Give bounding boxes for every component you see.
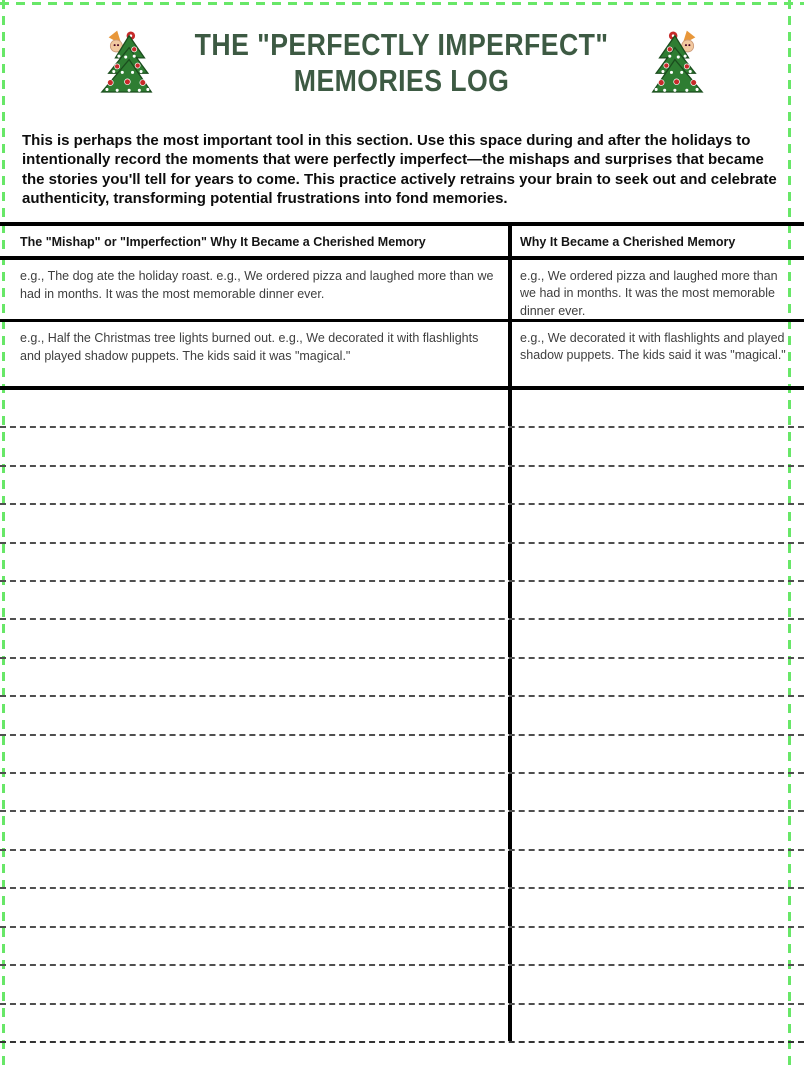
empty-cell-mishap: [0, 697, 512, 733]
empty-cell-memory: [512, 736, 804, 772]
empty-row: [0, 505, 804, 543]
empty-cell-mishap: [0, 390, 512, 426]
empty-row: [0, 582, 804, 620]
memories-log-table: [0, 222, 804, 1043]
empty-row: [0, 428, 804, 466]
page-title: [159, 27, 644, 99]
empty-rows: [0, 390, 804, 1043]
empty-cell-mishap: [0, 736, 512, 772]
empty-cell-mishap: [0, 889, 512, 925]
empty-row: [0, 390, 804, 428]
empty-cell-mishap: [0, 428, 512, 464]
empty-row: [0, 1005, 804, 1043]
header-label-memory: Why It Became a Cherished Memory: [520, 235, 736, 249]
empty-cell-memory: [512, 928, 804, 964]
empty-row: [0, 467, 804, 505]
empty-cell-mishap: [0, 582, 512, 618]
christmas-tree-elf-icon: [95, 26, 153, 100]
empty-cell-mishap: [0, 774, 512, 810]
example-cell-memory: e.g., We ordered pizza and laughed more than we had in months. It was the most memorable dinner ever.: [520, 269, 778, 318]
empty-cell-memory: [512, 544, 804, 580]
empty-row: [0, 928, 804, 966]
empty-cell-mishap: [0, 851, 512, 887]
empty-cell-memory: [512, 812, 804, 848]
example-cell-memory: e.g., We decorated it with flashlights and played shadow puppets. The kids said it was "magical.": [520, 331, 786, 363]
example-row-1: [0, 260, 804, 322]
empty-row: [0, 851, 804, 889]
empty-cell-memory: [512, 582, 804, 618]
empty-cell-memory: [512, 659, 804, 695]
empty-row: [0, 697, 804, 735]
empty-cell-mishap: [0, 928, 512, 964]
example-row-2: [0, 322, 804, 390]
empty-cell-memory: [512, 428, 804, 464]
empty-row: [0, 774, 804, 812]
empty-cell-memory: [512, 851, 804, 887]
empty-row: [0, 889, 804, 927]
empty-row: [0, 544, 804, 582]
empty-cell-mishap: [0, 544, 512, 580]
empty-row: [0, 966, 804, 1004]
empty-cell-memory: [512, 620, 804, 656]
empty-cell-mishap: [0, 812, 512, 848]
empty-cell-memory: [512, 390, 804, 426]
example-cell-mishap: e.g., The dog ate the holiday roast. e.g., We ordered pizza and laughed more than we had in months. It was the most memorable dinner ever.: [0, 260, 512, 319]
empty-cell-mishap: [0, 467, 512, 503]
empty-cell-mishap: [0, 966, 512, 1002]
header-cell-mishap: [0, 226, 512, 256]
header-label-mishap: The "Mishap" or "Imperfection" Why It Became a Cherished Memory: [20, 235, 426, 249]
page-title-line2: MEMORIES LOG: [294, 63, 510, 98]
empty-row: [0, 812, 804, 850]
example-cell-mishap: e.g., Half the Christmas tree lights burned out. e.g., We decorated it with flashlights and played shadow puppets. The kids said it was "magical.": [0, 322, 512, 386]
empty-cell-memory: [512, 889, 804, 925]
empty-cell-mishap: [0, 659, 512, 695]
empty-cell-mishap: [0, 505, 512, 541]
header-cell-memory: [512, 226, 804, 256]
empty-row: [0, 736, 804, 774]
empty-cell-memory: [512, 966, 804, 1002]
empty-cell-mishap: [0, 620, 512, 656]
table-header-row: [0, 226, 804, 260]
page-title-line1: THE "PERFECTLY IMPERFECT": [195, 27, 609, 62]
empty-cell-memory: [512, 1005, 804, 1041]
empty-cell-memory: [512, 505, 804, 541]
empty-cell-memory: [512, 467, 804, 503]
empty-cell-mishap: [0, 1005, 512, 1041]
page-border-top: [0, 2, 804, 5]
empty-cell-memory: [512, 697, 804, 733]
christmas-tree-elf-icon: [651, 26, 709, 100]
empty-row: [0, 620, 804, 658]
empty-cell-memory: [512, 774, 804, 810]
empty-row: [0, 659, 804, 697]
intro-paragraph: This is perhaps the most important tool in this section. Use this space during and after the holidays to intentionally record the moments that were perfectly imperfect—the mishaps and surprises that became the stories you'll tell for years to come. This practice actively retrains your brain to seek out and celebrate authenticity, transforming potential frustrations into fond memories.: [22, 132, 777, 208]
header-band: [0, 26, 804, 100]
